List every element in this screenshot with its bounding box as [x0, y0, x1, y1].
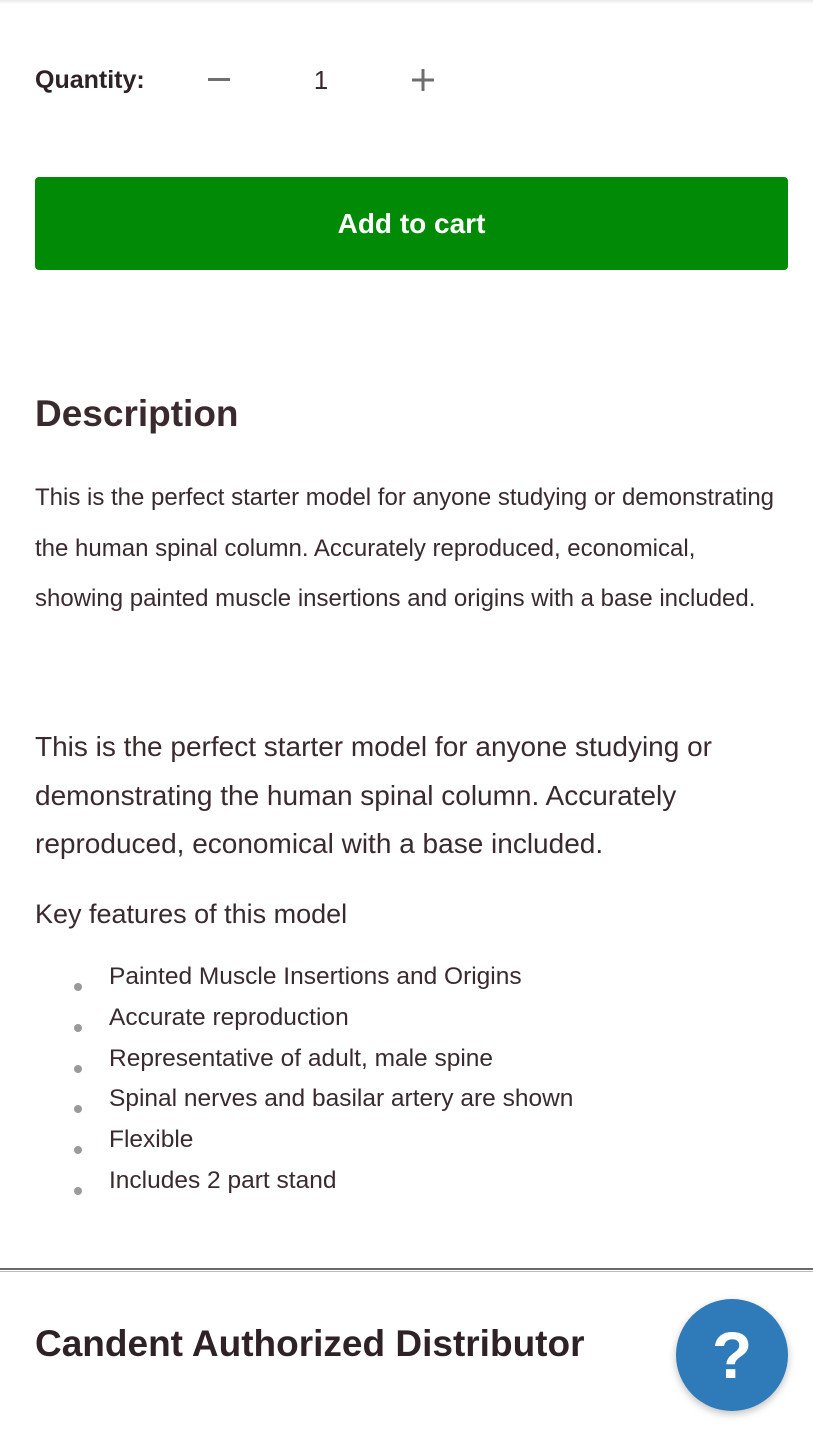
features-heading: Key features of this model — [35, 899, 348, 929]
question-mark-icon: ? — [711, 1318, 753, 1392]
list-item — [0, 998, 813, 1039]
feature-text: Representative of adult, male spine — [109, 1044, 494, 1072]
bullet-icon — [74, 1065, 82, 1073]
list-item — [0, 1120, 813, 1161]
feature-text: Accurate reproduction — [109, 1003, 349, 1031]
bullet-icon — [74, 1146, 82, 1154]
quantity-selector — [35, 55, 442, 105]
feature-text: Flexible — [109, 1126, 194, 1154]
plus-icon — [412, 69, 434, 91]
bullet-icon — [74, 983, 82, 991]
distributor-heading: Candent Authorized Distributor — [35, 1323, 585, 1364]
bullet-icon — [74, 1105, 82, 1113]
bullet-icon — [74, 1187, 82, 1195]
minus-icon — [208, 78, 230, 82]
list-item — [0, 1079, 813, 1120]
help-button[interactable] — [676, 1299, 788, 1411]
quantity-input[interactable]: 1 — [313, 64, 329, 95]
feature-text: Painted Muscle Insertions and Origins — [109, 963, 522, 990]
description-paragraph: This is the perfect starter model for anyone studying or demonstrating the human spinal column. Accurately reproduced, economical, showing painted muscle insertions and origins with a base included. — [35, 484, 775, 612]
feature-text: Includes 2 part stand — [109, 1166, 337, 1194]
quantity-decrement-button[interactable] — [200, 61, 238, 99]
feature-text: Spinal nerves and basilar artery are shown — [109, 1085, 574, 1113]
description-heading: Description — [35, 393, 239, 434]
list-item — [0, 1039, 813, 1080]
section-divider — [0, 1268, 813, 1272]
header-shadow — [0, 0, 813, 4]
features-list — [0, 957, 813, 1202]
bullet-icon — [74, 1024, 82, 1032]
list-item — [0, 957, 813, 998]
description-paragraph-secondary: This is the perfect starter model for anyone studying or demonstrating the human spinal column. Accurately reproduced, economical with a base included. — [35, 731, 712, 859]
list-item — [0, 1161, 813, 1202]
quantity-increment-button[interactable] — [404, 61, 442, 99]
add-to-cart-button[interactable]: Add to cart — [35, 177, 788, 270]
quantity-label: Quantity: — [35, 65, 145, 94]
